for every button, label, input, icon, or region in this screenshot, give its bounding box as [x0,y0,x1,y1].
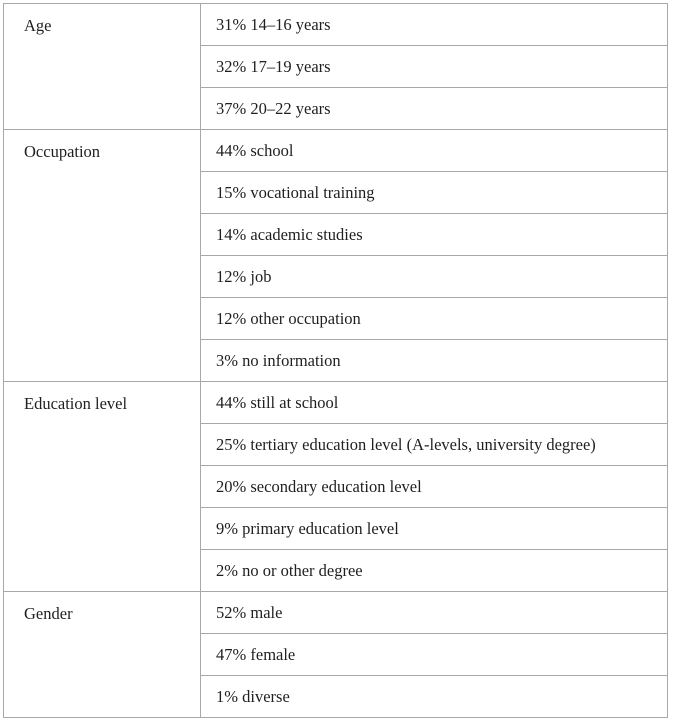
value-label: 14% academic studies [216,224,363,244]
value-label: 12% other occupation [216,308,361,328]
value-label: 47% female [216,644,296,664]
value-cell [201,256,668,298]
value-cell [201,634,668,676]
value-label: 1% diverse [216,686,290,706]
value-cell [201,214,668,256]
value-label: 9% primary education level [216,518,399,538]
value-cell [201,88,668,130]
value-label: 2% no or other degree [216,560,363,580]
value-cell [201,130,668,172]
category-label: Education level [24,394,128,413]
category-cell-occupation [4,130,201,382]
value-label: 44% still at school [216,392,339,412]
value-label: 15% vocational training [216,182,375,202]
value-cell [201,592,668,634]
table-row [4,130,668,172]
table-row [4,382,668,424]
category-label: Occupation [24,142,101,161]
value-cell [201,4,668,46]
value-cell [201,508,668,550]
table-row [4,4,668,46]
value-label: 20% secondary education level [216,476,422,496]
category-label: Age [24,16,52,35]
category-cell-age [4,4,201,130]
demographics-table [3,3,668,718]
category-cell-education-level [4,382,201,592]
value-cell [201,550,668,592]
value-cell [201,298,668,340]
value-label: 3% no information [216,350,341,370]
value-label: 31% 14–16 years [216,14,331,34]
value-label: 44% school [216,140,294,160]
value-label: 37% 20–22 years [216,98,331,118]
value-cell [201,424,668,466]
table-row [4,592,668,634]
value-cell [201,46,668,88]
value-label: 12% job [216,266,272,286]
value-label: 52% male [216,602,283,622]
value-cell [201,676,668,718]
value-label: 25% tertiary education level (A-levels, university degree) [216,434,596,454]
value-cell [201,466,668,508]
category-label: Gender [24,604,73,623]
value-cell [201,172,668,214]
value-cell [201,340,668,382]
value-cell [201,382,668,424]
category-cell-gender [4,592,201,718]
value-label: 32% 17–19 years [216,56,331,76]
